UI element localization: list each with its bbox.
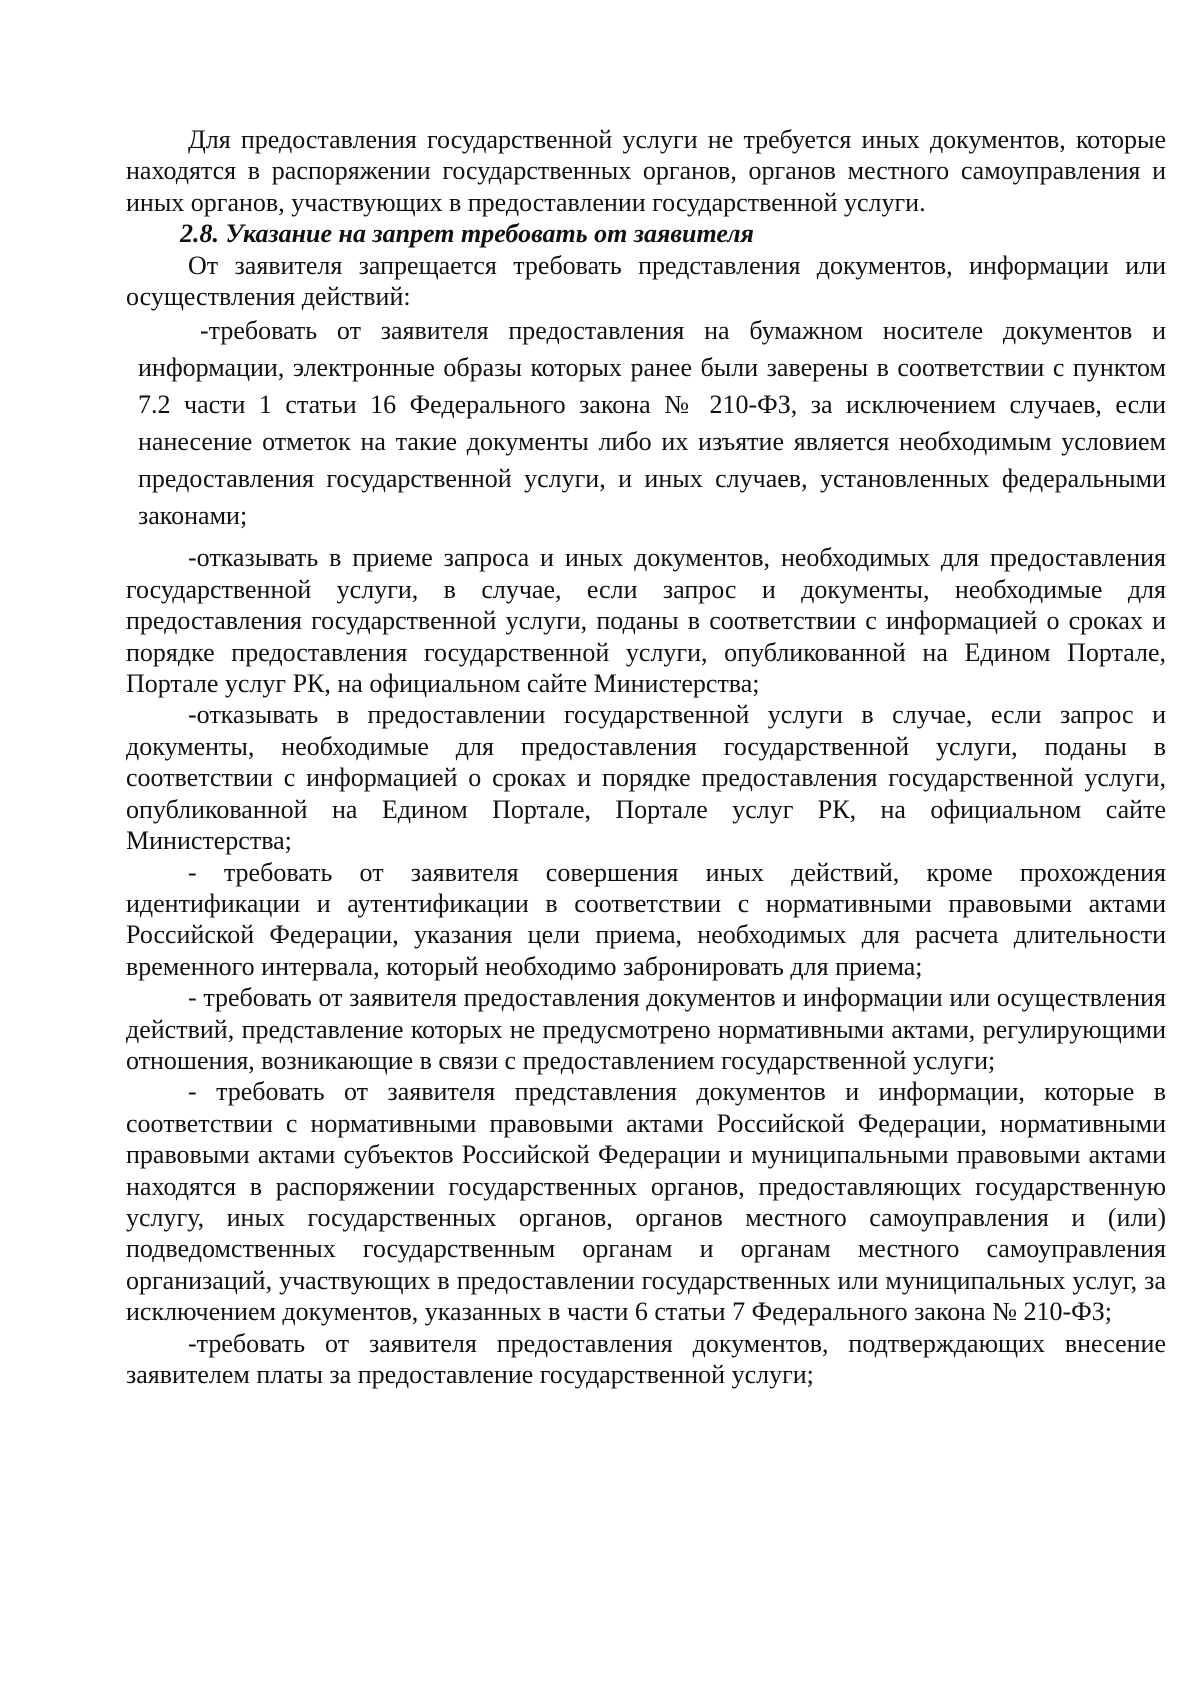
- paragraph-prohibition-intro: От заявителя запрещается требовать представления документов, информации или осуществления действий:: [126, 250, 1166, 312]
- list-item-documents-held-by-agencies: - требовать от заявителя представления документов и информации, которые в соответствии с нормативными правовыми актами Российской Федерации, нормативными правовыми актами субъектов Российской Федерации и муниципальными правовыми актами находятся в распоряжении государственных органов, предоставляющих государственную услугу, иных государственных органов, органов местного самоуправления и (или) подведомственных государственным органам и органам местного самоуправления организаций, участвующих в предоставлении государственных или муниципальных услуг, за исключением документов, указанных в части 6 статьи 7 Федерального закона № 210-ФЗ;: [126, 1077, 1166, 1327]
- list-item-unforeseen-documents: - требовать от заявителя предоставления документов и информации или осуществления действий, представление которых не предусмотрено нормативными актами, регулирующими отношения, возникающие в связи с предоставлением государственной услуги;: [126, 983, 1166, 1075]
- section-heading: 2.8. Указание на запрет требовать от заявителя: [180, 219, 754, 249]
- list-item-refuse-acceptance: -отказывать в приеме запроса и иных документов, необходимых для предоставления государственной услуги, в случае, если запрос и документы, необходимые для предоставления государственной услуги, поданы в соответствии с информацией о сроках и порядке предоставления государственной услуги, опубликованной на Едином Портале, Портале услуг РК, на официальном сайте Министерства;: [126, 543, 1166, 699]
- document-body: [126, 124, 1166, 1390]
- list-item-other-actions: - требовать от заявителя совершения иных действий, кроме прохождения идентификации и аутентификации в соответствии с нормативными правовыми актами Российской Федерации, указания цели приема, необходимых для расчета длительности временного интервала, который необходимо забронировать для приема;: [126, 857, 1166, 981]
- list-item-paper-documents: -требовать от заявителя предоставления на бумажном носителе документов и информации, электронные образы которых ранее были заверены в соответствии с пунктом 7.2 части 1 статьи 16 Федерального закона № 210-ФЗ, за исключением случаев, если нанесение отметок на такие документы либо их изъятие является необходимым условием предоставления государственной услуги, и иных случаев, установленных федеральными законами;: [138, 316, 1166, 531]
- paragraph-no-additional-documents: Для предоставления государственной услуги не требуется иных документов, которые находятся в распоряжении государственных органов, органов местного самоуправления и иных органов, участвующих в предоставлении государственной услуги.: [126, 125, 1166, 217]
- list-item-payment-confirmation: -требовать от заявителя предоставления документов, подтверждающих внесение заявителем платы за предоставление государственной услуги;: [126, 1328, 1166, 1389]
- list-item-refuse-provision: -отказывать в предоставлении государственной услуги в случае, если запрос и документы, необходимые для предоставления государственной услуги, поданы в соответствии с информацией о сроках и порядке предоставления государственной услуги, опубликованной на Едином Портале, Портале услуг РК, на официальном сайте Министерства;: [126, 700, 1166, 856]
